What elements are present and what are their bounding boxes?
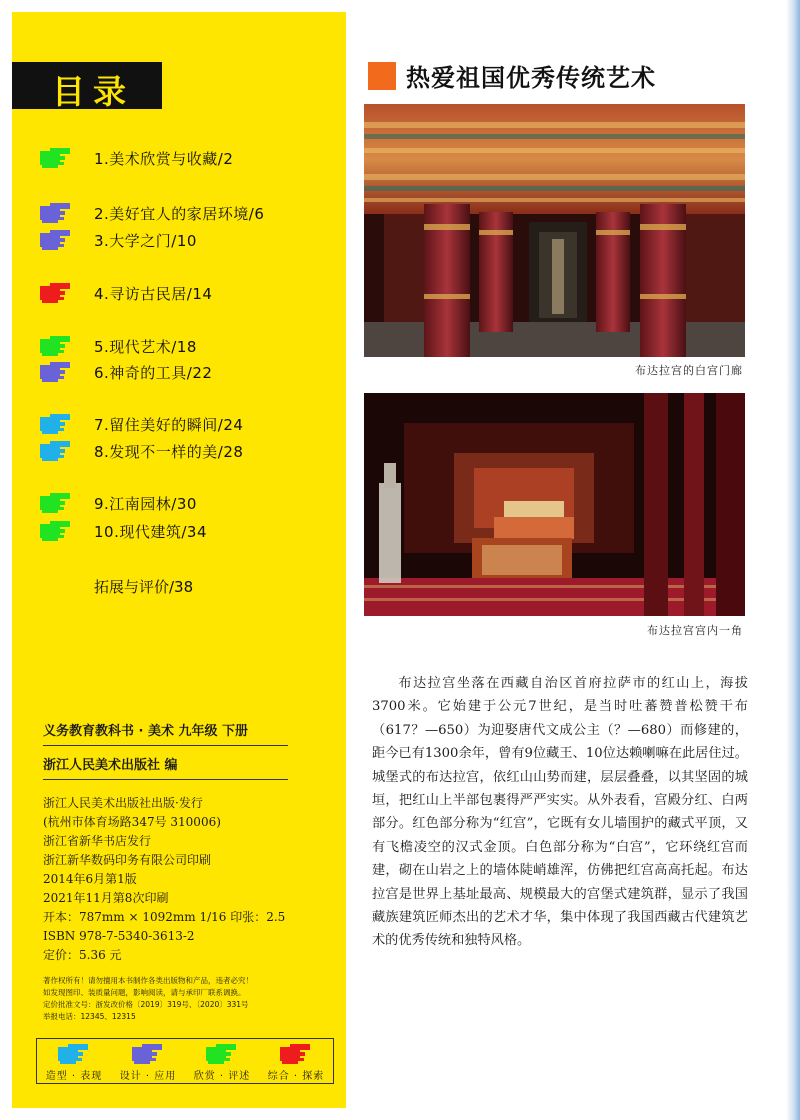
toc-item-label: 8.发现不一样的美/28	[94, 442, 244, 461]
toc-item[interactable]	[40, 490, 197, 516]
category-legend	[36, 1038, 334, 1084]
copyright-notice	[43, 975, 303, 1023]
hand-pointer-icon	[206, 1044, 238, 1064]
title-marker	[368, 62, 396, 90]
hand-pointer-icon	[280, 1044, 312, 1064]
toc-item[interactable]	[40, 333, 197, 359]
legend-item	[185, 1044, 259, 1082]
hand-pointer-icon	[40, 362, 72, 382]
toc-item-label: 1.美术欣赏与收藏/2	[94, 149, 234, 168]
legend-item	[37, 1044, 111, 1082]
publication-details	[43, 794, 303, 965]
divider	[43, 745, 288, 746]
toc-item[interactable]	[40, 359, 212, 385]
hand-pointer-icon	[40, 336, 72, 356]
toc-item-label: 7.留住美好的瞬间/24	[94, 415, 244, 434]
article-heading	[368, 58, 656, 93]
detail-line: 浙江新华数码印务有限公司印刷	[43, 853, 212, 867]
toc-item[interactable]	[40, 145, 233, 171]
photo-caption: 布达拉宫的白宫门廊	[635, 364, 743, 377]
detail-line: 2021年11月第8次印刷	[43, 891, 169, 905]
detail-line: 浙江人民美术出版社出版·发行	[43, 796, 203, 810]
interior-photo	[364, 393, 745, 616]
toc-item-label: 2.美好宜人的家居环境/6	[94, 204, 265, 223]
article-title: 热爱祖国优秀传统艺术	[406, 64, 656, 92]
legend-item	[259, 1044, 333, 1082]
article-body: 布达拉宫坐落在西藏自治区首府拉萨市的红山上，海拔3700米。它始建于公元7世纪，是当时吐蕃赞普松赞干布（617？—650）为迎娶唐代文成公主（？—680）而修建的，距今已有1300余年，曾有9位藏王、10位达赖喇嘛在此居住过。城堡式的布达拉宫，依红山山势而建，层层叠叠，以其坚固的城垣，把红山上半部包裹得严严实实。从外表看，宫殿分红、白两部分。红色部分称为“红宫”，它既有女儿墙围护的藏式平顶，又有飞檐凌空的汉式金顶。白色部分称为“白宫”，它环绕红宫而建，砌在山岩之上的墙体陡峭雄浑，仿佛把红宫高高托起。布达拉宫是世界上基址最高、规模最大的宫堡式建筑群，显示了我国藏族建筑匠师杰出的艺术才华，集中体现了我国西藏古代建筑艺术的优秀传统和独特风格。	[372, 676, 748, 949]
hand-pointer-icon	[40, 493, 72, 513]
toc-item-extra[interactable]: 拓展与评价/38	[94, 578, 194, 596]
hand-pointer-icon	[58, 1044, 90, 1064]
page-edge	[786, 0, 800, 1120]
legend-label: 造型 · 表现	[45, 1071, 103, 1082]
hand-pointer-icon	[40, 521, 72, 541]
photo-caption: 布达拉宫宫内一角	[647, 624, 743, 637]
toc-item[interactable]	[40, 438, 243, 464]
publisher-line: 浙江人民美术出版社 编	[43, 758, 178, 773]
detail-line: 浙江省新华书店发行	[43, 834, 152, 848]
toc-title: 目录	[52, 72, 134, 111]
toc-header	[12, 62, 162, 109]
hand-pointer-icon	[40, 148, 72, 168]
detail-line: (杭州市体育场路347号 310006)	[43, 815, 221, 829]
notice-line: 著作权所有！请勿擅用本书制作各类出版物和产品，违者必究！	[43, 976, 253, 985]
toc-item-label: 10.现代建筑/34	[94, 522, 207, 541]
toc-item[interactable]	[40, 200, 264, 226]
series-line: 义务教育教科书 · 美术 九年级 下册	[43, 724, 249, 739]
hand-pointer-icon	[40, 414, 72, 434]
notice-line: 举报电话：12345、12315	[43, 1012, 136, 1021]
toc-item[interactable]	[40, 280, 212, 306]
hand-pointer-icon	[132, 1044, 164, 1064]
hand-pointer-icon	[40, 283, 72, 303]
legend-label: 综合 · 探索	[267, 1071, 325, 1082]
notice-line: 定价批准文号：浙发改价格〔2019〕319号、〔2020〕331号	[43, 1000, 249, 1009]
toc-item-label: 6.神奇的工具/22	[94, 363, 213, 382]
portico-photo	[364, 104, 745, 357]
toc-item[interactable]	[40, 227, 197, 253]
hand-pointer-icon	[40, 441, 72, 461]
toc-item-label: 4.寻访古民居/14	[94, 284, 213, 303]
legend-label: 设计 · 应用	[119, 1071, 177, 1082]
hand-pointer-icon	[40, 230, 72, 250]
hand-pointer-icon	[40, 203, 72, 223]
book-info	[43, 720, 303, 1023]
notice-line: 如发现图印、装质量问题，影响阅读，请与承印厂联系调换。	[43, 988, 246, 997]
legend-label: 欣赏 · 评述	[193, 1071, 251, 1082]
toc-item-label: 5.现代艺术/18	[94, 337, 197, 356]
toc-item-label: 9.江南园林/30	[94, 494, 197, 513]
detail-line: 2014年6月第1版	[43, 872, 137, 886]
detail-line: 开本：787mm × 1092mm 1/16 印张：2.5	[43, 910, 286, 924]
detail-line: ISBN 978-7-5340-3613-2	[43, 929, 195, 943]
legend-item	[111, 1044, 185, 1082]
toc-item[interactable]	[40, 518, 207, 544]
toc-item[interactable]	[40, 411, 243, 437]
divider	[43, 779, 288, 780]
detail-line: 定价：5.36 元	[43, 948, 122, 962]
toc-item-label: 3.大学之门/10	[94, 231, 197, 250]
